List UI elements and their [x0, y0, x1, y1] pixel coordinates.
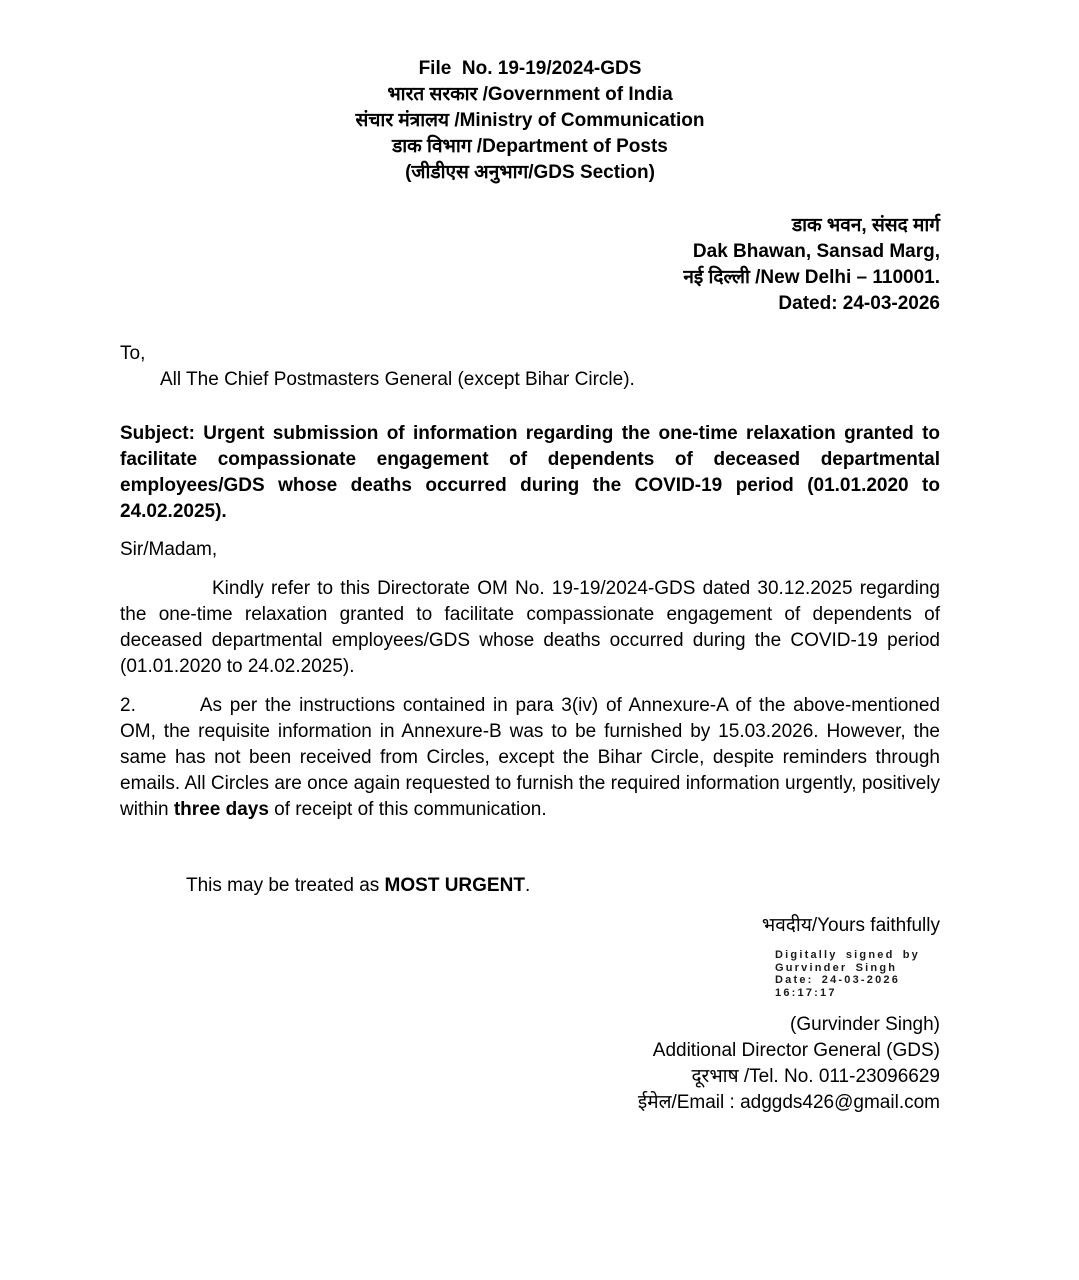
- subject-line: Subject: Urgent submission of information regarding the one-time relaxation granted to facilitate compassionate engagement of dependents of deceased departmental employees/GDS whose deaths occurred during the COVID-19 period (01.01.2020 to 24.02.2025).: [120, 423, 940, 522]
- paragraph-2-text-end: of receipt of this communication.: [268, 799, 547, 820]
- closing-line: [186, 873, 940, 899]
- letterhead: [120, 56, 940, 186]
- address-city-line: नई दिल्ली /New Delhi – 110001.: [683, 267, 940, 288]
- paragraph-2-bold-phrase: three days: [173, 799, 269, 820]
- file-number: File No. 19-19/2024-GDS: [418, 58, 642, 79]
- department-line: डाक विभाग /Department of Posts: [392, 136, 668, 157]
- digital-signature-line-1: Digitally signed by: [775, 949, 920, 961]
- signatory-name: (Gurvinder Singh): [790, 1013, 940, 1035]
- address-line-english: Dak Bhawan, Sansad Marg,: [692, 241, 940, 262]
- signatory-phone: दूरभाष /Tel. No. 011-23096629: [691, 1065, 940, 1087]
- paragraph-2-text: As per the instructions contained in para 3(iv) of Annexure-A of the above-mentioned OM, the requisite information in Annexure-B was to be furnished by 15.03.2026. However, the same has not been received from Circles, except the Bihar Circle, despite reminders through emails. All Circles are once again requested to furnish the required information urgently, positively within: [120, 695, 940, 820]
- ministry-line: संचार मंत्रालय /Ministry of Communication: [355, 110, 705, 131]
- section-line: (जीडीएस अनुभाग/GDS Section): [405, 162, 655, 183]
- paragraph-1: Kindly refer to this Directorate OM No. 19-19/2024-GDS dated 30.12.2025 regarding the one-time relaxation granted to facilitate compassionate engagement of dependents of deceased departmental employees/GDS whose deaths occurred during the COVID-19 period (01.01.2020 to 24.02.2025).: [120, 578, 940, 677]
- address-line-hindi: डाक भवन, संसद मार्ग: [791, 215, 940, 236]
- paragraph-2: [120, 693, 940, 823]
- closing-prefix: This may be treated as: [186, 875, 385, 896]
- paragraph-2-number: 2.: [120, 695, 136, 716]
- signatory-email: ईमेल/Email : adggds426@gmail.com: [637, 1091, 940, 1113]
- digital-signature-area: [120, 949, 920, 1004]
- to-label: To,: [120, 343, 146, 364]
- addressee-line: All The Chief Postmasters General (except Bihar Circle).: [160, 369, 635, 390]
- government-line: भारत सरकार /Government of India: [387, 84, 673, 105]
- recipient-block: [120, 341, 940, 393]
- signoff-line: भवदीय/Yours faithfully: [761, 915, 940, 936]
- salutation: Sir/Madam,: [120, 539, 218, 560]
- digital-signature-stamp: [775, 949, 920, 999]
- closing-suffix: .: [524, 875, 531, 896]
- digital-signature-line-2: Gurvinder Singh: [775, 961, 898, 974]
- closing-bold-phrase: MOST URGENT: [384, 875, 525, 896]
- digital-signature-line-4: 16:17:17: [775, 986, 837, 999]
- address-block: [120, 213, 940, 317]
- signature-block: [120, 1012, 940, 1116]
- dated-line: Dated: 24-03-2026: [778, 293, 940, 314]
- digital-signature-line-3: Date: 24-03-2026: [775, 974, 901, 986]
- signatory-designation: Additional Director General (GDS): [652, 1039, 940, 1061]
